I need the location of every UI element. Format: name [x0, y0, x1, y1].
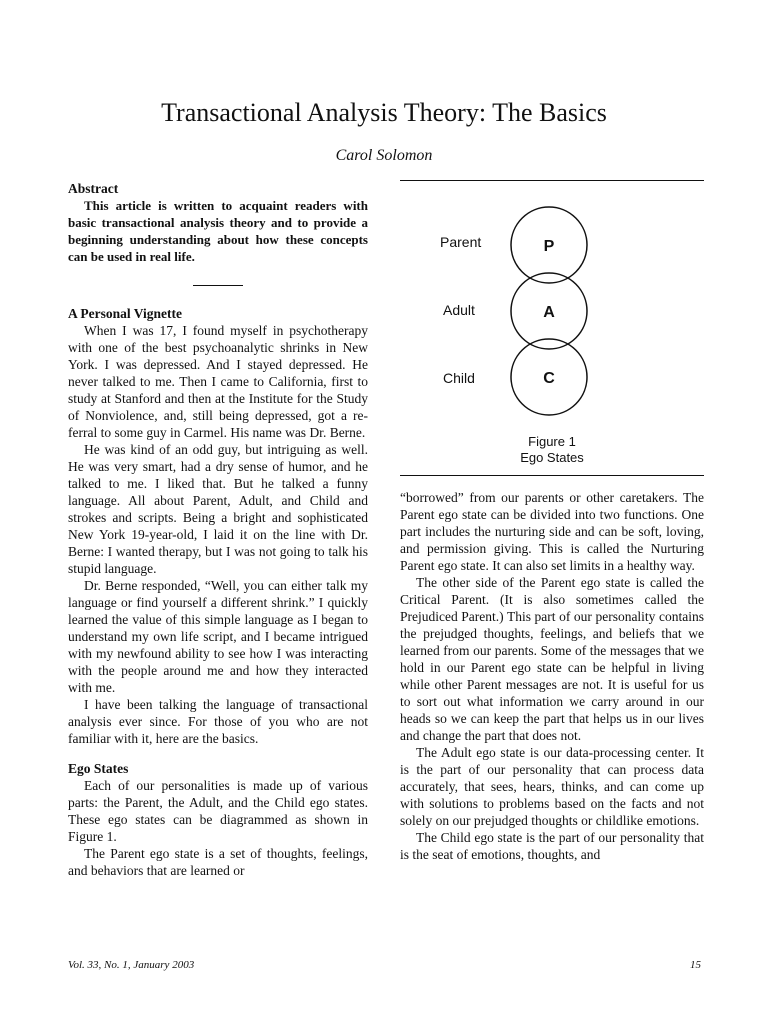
right-paragraph-4: The Child ego state is the part of our personality that is the seat of emotions, thoughts, and [400, 830, 704, 862]
figure-caption-title: Ego States [520, 450, 584, 465]
parent-label: Parent [440, 234, 482, 250]
parent-letter: P [543, 238, 555, 255]
article-title: Transactional Analysis Theory: The Basics [161, 98, 607, 127]
article-author: Carol Solomon [335, 147, 433, 164]
adult-letter: A [543, 304, 555, 321]
child-letter: C [543, 370, 555, 387]
vignette-heading: A Personal Vignette [68, 306, 182, 321]
child-label: Child [443, 370, 475, 386]
right-paragraph-1: “borrowed” from our parents or other caretakers. The Parent ego state can be divided into two functions. One part includes the nurturing side and can be soft, loving, and permission giving. This is called the Nurturing Parent ego state. It can also set limits in a healthy way. [400, 490, 704, 573]
ego-states-heading: Ego States [68, 761, 129, 776]
footer-page-number: 15 [690, 959, 701, 971]
ego-state-diagram [400, 181, 704, 475]
ego-states-paragraph-1: Each of our personalities is made up of various parts: the Parent, the Adult, and the Child ego states. These ego states can be diagrammed as shown in Figure 1. [68, 778, 368, 844]
right-paragraph-3: The Adult ego state is our data-processing center. It is the part of our personality that can process data accurately, that sees, hears, thinks, and can come up with solutions to problems based on the facts and not solely on our prejudged thoughts or childlike emotions. [400, 745, 704, 828]
footer-journal: Vol. 33, No. 1, January 2003 [68, 959, 195, 971]
ego-states-paragraph-2: The Parent ego state is a set of thoughts, feelings, and behaviors that are learned or [68, 846, 368, 878]
vignette-paragraph-4: I have been talking the language of transactional analysis ever since. For those of you who are not familiar with it, here are the basics. [68, 697, 368, 746]
right-column [400, 180, 704, 863]
vignette-paragraph-3: Dr. Berne responded, “Well, you can either talk my language or find yourself a different shrink.” I quickly learned the value of this simple language as I began to understand my own life script, and I became intrigued with my newfound ability to see how I was interacting with the people around me and how they interacted with me. [68, 578, 368, 695]
figure-ego-states [400, 181, 704, 475]
figure-caption-number: Figure 1 [528, 434, 576, 449]
vignette-paragraph-2: He was kind of an odd guy, but intriguing as well. He was very smart, had a dry sense of humor, and he talked to me. I liked that. But he talked a funny language. All about Parent, Adult, and Child and strokes and scripts. Being a bright and sophisticated New York 19-year-old, I laid it on the line with Dr. Berne: I wanted therapy, but I was not going to talk his stupid language. [68, 442, 368, 576]
adult-label: Adult [443, 302, 475, 318]
abstract-heading: Abstract [68, 181, 119, 196]
right-paragraph-2: The other side of the Parent ego state is called the Critical Parent. (It is also sometimes called the Prejudiced Parent.) This part of our personality contains the prejudged thoughts, feelings, and beliefs that we learned from our parents. Some of the messages that we hold in our Parent ego state can be helpful in living while other Parent messages are not. It is useful for us to sort out what information we carry around in our heads so we can keep the part that helps us in our lives and change the part that does not. [400, 575, 704, 743]
vignette-paragraph-1: When I was 17, I found myself in psychotherapy with one of the best psychoanalytic shrinks in New York. I was depressed. And I stayed depressed. He never talked to me. Then I came to California, first to study at Stanford and then at the Institute for the Study of Nonviolence, and, still being depressed, got a referral to some guy in Carmel. His name was Dr. Berne. [68, 323, 368, 440]
abstract-text: This article is written to acquaint readers with basic transactional analysis theory and to provide a beginning understanding about how these concepts can be used in real life. [68, 198, 368, 264]
left-column [68, 180, 368, 879]
